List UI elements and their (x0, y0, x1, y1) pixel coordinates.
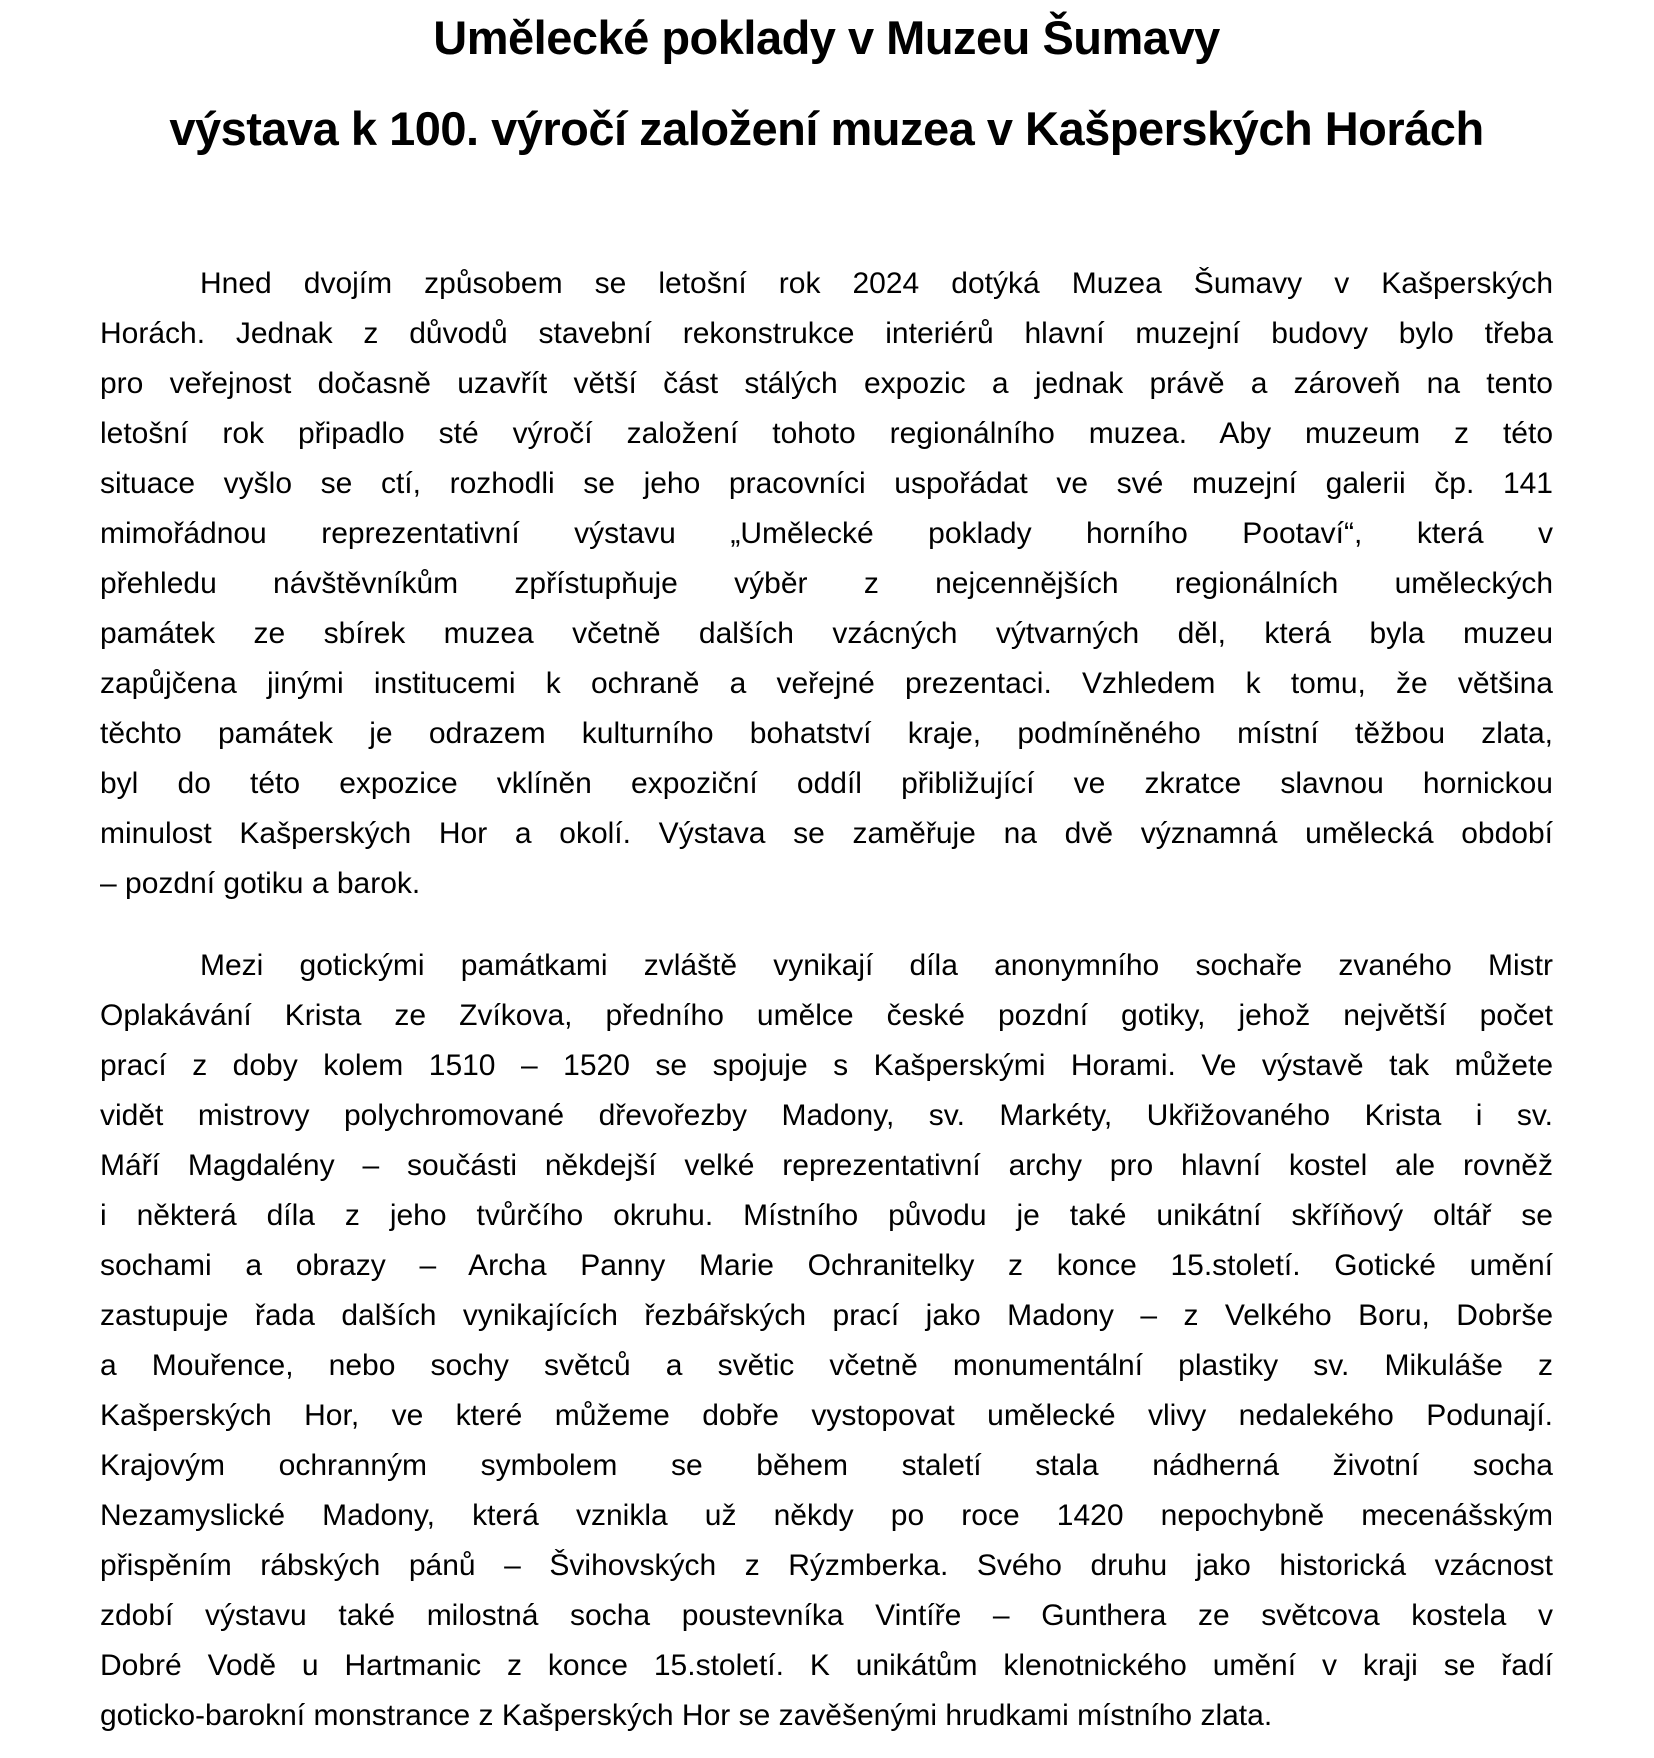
text-line: Kašperských Hor, ve které můžeme dobře vystopovat umělecké vlivy nedalekého Podunají. (100, 1399, 1553, 1432)
text-line: Krajovým ochranným symbolem se během staletí stala nádherná životní socha (100, 1449, 1553, 1482)
text-line: letošní rok připadlo sté výročí založení tohoto regionálního muzea. Aby muzeum z této (100, 417, 1553, 450)
text-line: Hned dvojím způsobem se letošní rok 2024 dotýká Muzea Šumavy v Kašperských (200, 267, 1553, 300)
document-subtitle: výstava k 100. výročí založení muzea v Kašperských Horách (169, 102, 1484, 155)
text-line: – pozdní gotiku a barok. (100, 867, 421, 900)
paragraph (100, 941, 1553, 1741)
text-line: přispěním rábských pánů – Švihovských z Rýzmberka. Svého druhu jako historická vzácnost (100, 1549, 1553, 1582)
text-line: Nezamyslické Madony, která vznikla už někdy po roce 1420 nepochybně mecenášským (100, 1499, 1553, 1532)
text-line: prací z doby kolem 1510 – 1520 se spojuje s Kašperskými Horami. Ve výstavě tak můžete (100, 1049, 1553, 1082)
text-line: zastupuje řada dalších vynikajících řezbářských prací jako Madony – z Velkého Boru, Dobrše (100, 1299, 1553, 1332)
document-body (100, 259, 1553, 1741)
text-line: minulost Kašperských Hor a okolí. Výstava se zaměřuje na dvě významná umělecká období (100, 817, 1553, 850)
text-line: památek ze sbírek muzea včetně dalších vzácných výtvarných děl, která byla muzeu (100, 617, 1553, 650)
paragraph (100, 259, 1553, 909)
text-line: byl do této expozice vklíněn expoziční oddíl přibližující ve zkratce slavnou hornickou (100, 767, 1553, 800)
document-title: Umělecké poklady v Muzeu Šumavy (433, 11, 1220, 64)
text-line: Dobré Vodě u Hartmanic z konce 15.století. K unikátům klenotnického umění v kraji se řadí (100, 1649, 1553, 1682)
text-line: a Mouřence, nebo sochy světců a světic včetně monumentální plastiky sv. Mikuláše z (100, 1349, 1553, 1382)
text-line: zapůjčena jinými institucemi k ochraně a veřejné prezentaci. Vzhledem k tomu, že většina (100, 667, 1553, 700)
text-line: Mezi gotickými památkami zvláště vynikají díla anonymního sochaře zvaného Mistr (200, 949, 1553, 982)
text-line: sochami a obrazy – Archa Panny Marie Ochranitelky z konce 15.století. Gotické umění (100, 1249, 1553, 1282)
text-line: mimořádnou reprezentativní výstavu „Umělecké poklady horního Pootaví“, která v (100, 517, 1553, 550)
document-content (100, 0, 1553, 1741)
text-line: Oplakávání Krista ze Zvíkova, předního umělce české pozdní gotiky, jehož největší počet (100, 999, 1553, 1032)
text-line: vidět mistrovy polychromované dřevořezby Madony, sv. Markéty, Ukřižovaného Krista i sv. (100, 1099, 1553, 1132)
text-line: zdobí výstavu také milostná socha poustevníka Vintíře – Gunthera ze světcova kostela v (100, 1599, 1553, 1632)
text-line: goticko-barokní monstrance z Kašperských Hor se zavěšenými hrudkami místního zlata. (100, 1699, 1273, 1732)
text-line: těchto památek je odrazem kulturního bohatství kraje, podmíněného místní těžbou zlata, (100, 717, 1553, 750)
text-line: situace vyšlo se ctí, rozhodli se jeho pracovníci uspořádat ve své muzejní galerii čp. 141 (100, 467, 1553, 500)
text-line: Máří Magdalény – součásti někdejší velké reprezentativní archy pro hlavní kostel ale rovněž (100, 1149, 1553, 1182)
text-line: pro veřejnost dočasně uzavřít větší část stálých expozic a jednak právě a zároveň na tento (100, 367, 1553, 400)
text-line: i některá díla z jeho tvůrčího okruhu. Místního původu je také unikátní skříňový oltář se (100, 1199, 1553, 1232)
text-line: přehledu návštěvníkům zpřístupňuje výběr z nejcennějších regionálních uměleckých (100, 567, 1553, 600)
text-line: Horách. Jednak z důvodů stavební rekonstrukce interiérů hlavní muzejní budovy bylo třeba (100, 317, 1553, 350)
